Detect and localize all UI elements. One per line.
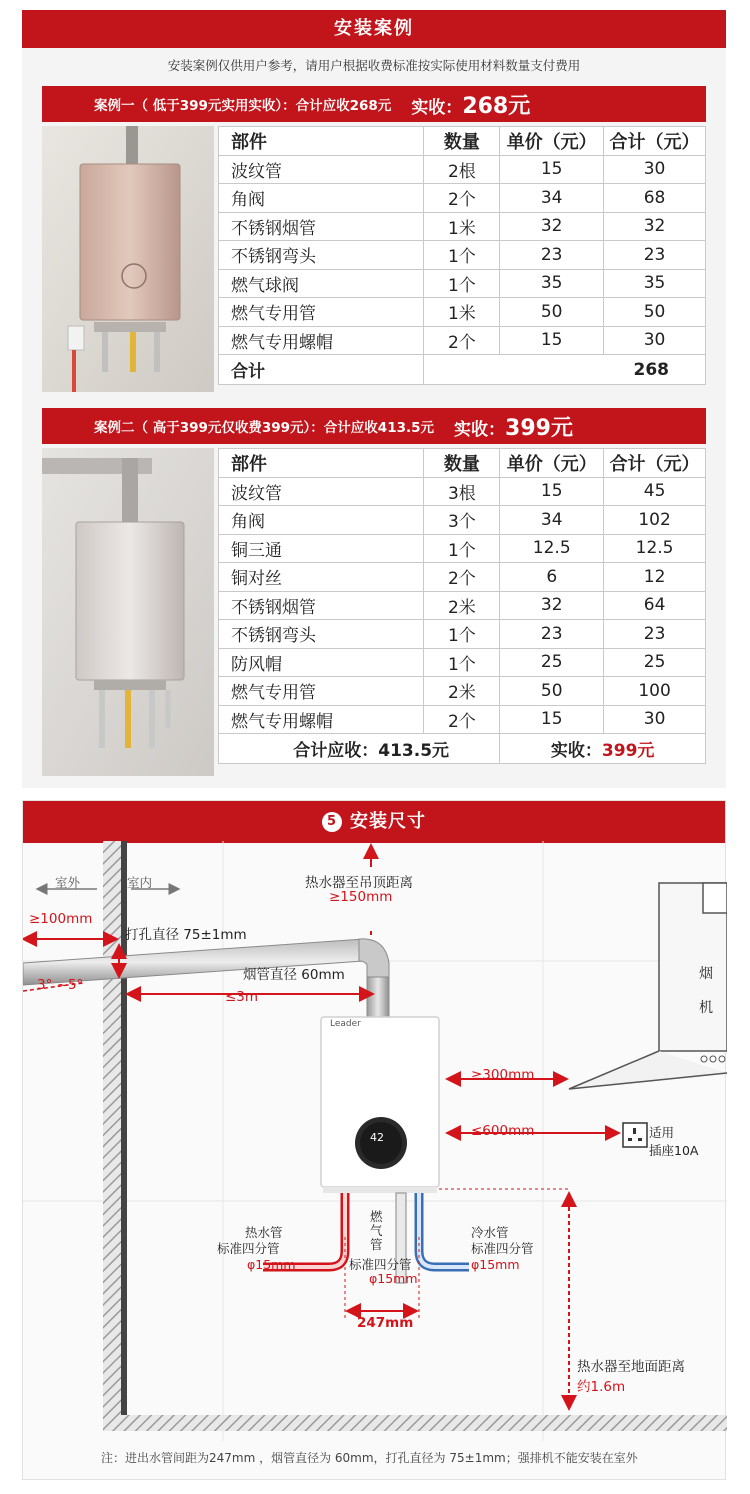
case1-actual (411, 89, 530, 120)
case1-caption: 案例一（ 低于399元实用实收）：合计应收268元 (94, 98, 392, 114)
pipe-diameter-label: 烟管直径 60mm (243, 967, 345, 983)
case1-heater-photo (42, 126, 214, 392)
cell-qty: 3根 (424, 477, 500, 506)
socket-label-1: 适用 (649, 1125, 675, 1140)
hot-pipe-name: 热水管 (245, 1225, 283, 1240)
cell-part: 不锈钢弯头 (219, 241, 424, 270)
cell-price: 32 (500, 212, 604, 241)
socket-label-2: 插座10A (649, 1143, 699, 1158)
case1-total-value: 268 (424, 355, 706, 385)
table-row (219, 677, 706, 706)
gas-pipe-char-2: 气 (370, 1223, 383, 1238)
case1-bar (42, 86, 706, 122)
case1-total-label: 合计 (219, 355, 424, 385)
table-row (219, 326, 706, 355)
floor-distance-value: 约1.6m (577, 1379, 626, 1395)
table-row (219, 591, 706, 620)
gas-pipe-spec: 标准四分管 (349, 1257, 412, 1272)
case2-receivable (219, 734, 500, 764)
hole-diameter-label: 打孔直径 75±1mm (125, 927, 247, 943)
table-row (219, 477, 706, 506)
cell-part: 燃气专用管 (219, 298, 424, 327)
wall (103, 841, 123, 1431)
cell-part: 波纹管 (219, 155, 424, 184)
case2-heater-photo (42, 448, 214, 776)
cell-qty: 1个 (424, 534, 500, 563)
cell-part: 防风帽 (219, 648, 424, 677)
cell-qty: 2根 (424, 155, 500, 184)
cell-price: 15 (500, 705, 604, 734)
cell-part: 角阀 (219, 506, 424, 535)
outdoor-label: 室外 (55, 875, 81, 890)
cell-part: 角阀 (219, 184, 424, 213)
table-row (219, 534, 706, 563)
cell-qty: 3个 (424, 506, 500, 535)
cell-qty: 1个 (424, 620, 500, 649)
cold-pipe-diameter: φ15mm (471, 1257, 520, 1272)
case2-total-row (219, 734, 706, 764)
cell-total: 35 (604, 269, 706, 298)
slope-label: 3° ~5° (37, 977, 84, 993)
cell-qty: 1个 (424, 269, 500, 298)
case1-table (218, 126, 706, 385)
water-heater (321, 1017, 439, 1193)
cell-price: 15 (500, 155, 604, 184)
cell-qty: 2个 (424, 705, 500, 734)
cell-total: 64 (604, 591, 706, 620)
cold-pipe-spec: 标准四分管 (471, 1241, 534, 1256)
cell-part: 不锈钢烟管 (219, 212, 424, 241)
socket-distance-label: ≤600mm (471, 1123, 535, 1139)
cell-total: 68 (604, 184, 706, 213)
indoor-label: 室内 (127, 875, 153, 890)
hot-pipe-diameter: φ15mm (247, 1257, 296, 1272)
cell-price: 50 (500, 298, 604, 327)
cell-price: 25 (500, 648, 604, 677)
table-row (219, 620, 706, 649)
cell-part: 燃气专用螺帽 (219, 705, 424, 734)
gas-pipe-char-3: 管 (370, 1237, 383, 1252)
case2-bar (42, 408, 706, 444)
cell-qty: 1个 (424, 648, 500, 677)
cell-qty: 1米 (424, 298, 500, 327)
table-row (219, 705, 706, 734)
table-row (219, 298, 706, 327)
table-row (219, 563, 706, 592)
col-unit-price: 单价（元） (500, 449, 604, 478)
size-title-text: 安装尺寸 (350, 811, 426, 832)
case1-actual-label: 实收： (411, 97, 463, 118)
cell-price: 12.5 (500, 534, 604, 563)
case2-actual-cell (500, 734, 706, 764)
cell-part: 铜三通 (219, 534, 424, 563)
installation-cases-panel (22, 10, 726, 788)
cell-total: 25 (604, 648, 706, 677)
cell-part: 铜对丝 (219, 563, 424, 592)
case2-receivable-label: 合计应收： (293, 741, 379, 761)
case2-table (218, 448, 706, 764)
cell-part: 波纹管 (219, 477, 424, 506)
cell-total: 50 (604, 298, 706, 327)
ceiling-distance-label: 热水器至吊顶距离 (305, 875, 413, 891)
floor-distance-label: 热水器至地面距离 (577, 1359, 685, 1375)
table-row (219, 648, 706, 677)
range-hood (569, 883, 727, 1089)
table-row (219, 241, 706, 270)
cases-title: 安装案例 (22, 10, 726, 48)
table-row (219, 184, 706, 213)
cold-water-pipe (419, 1193, 469, 1267)
pipe-spacing-label: 247mm (357, 1315, 414, 1331)
cell-part: 燃气球阀 (219, 269, 424, 298)
flue-elbow (359, 939, 389, 981)
ceiling-distance-value: ≥150mm (329, 889, 393, 905)
cell-part: 不锈钢弯头 (219, 620, 424, 649)
case2-photo (42, 448, 214, 776)
cell-qty: 1米 (424, 212, 500, 241)
cell-part: 燃气专用管 (219, 677, 424, 706)
cell-total: 23 (604, 241, 706, 270)
case1-header-row (219, 127, 706, 156)
cell-part: 不锈钢烟管 (219, 591, 424, 620)
case2-receivable-value: 413.5元 (378, 741, 450, 761)
case2-actual-amount: 399元 (505, 415, 573, 441)
cases-note: 安装案例仅供用户参考，请用户根据收费标准按实际使用材料数量支付费用 (167, 58, 581, 73)
cell-total: 12.5 (604, 534, 706, 563)
cell-total: 100 (604, 677, 706, 706)
case1-actual-amount: 268元 (462, 93, 531, 119)
cell-qty: 2个 (424, 184, 500, 213)
gas-pipe-diameter: φ15mm (369, 1271, 418, 1286)
cell-total: 102 (604, 506, 706, 535)
table-row (219, 212, 706, 241)
cell-total: 12 (604, 563, 706, 592)
cell-qty: 1个 (424, 241, 500, 270)
case2-actual-label: 实收： (454, 419, 506, 440)
table-row (219, 506, 706, 535)
cell-price: 15 (500, 326, 604, 355)
cell-price: 50 (500, 677, 604, 706)
table-row (219, 155, 706, 184)
cell-total: 30 (604, 326, 706, 355)
cold-pipe-name: 冷水管 (471, 1225, 509, 1240)
cell-price: 23 (500, 620, 604, 649)
floor (103, 1415, 727, 1431)
case2-actual-value2: 399元 (601, 741, 655, 761)
installation-size-panel (22, 800, 726, 1480)
cell-price: 35 (500, 269, 604, 298)
heater-display: 42 (370, 1131, 384, 1144)
col-qty: 数量 (424, 127, 500, 156)
cell-total: 45 (604, 477, 706, 506)
col-subtotal: 合计（元） (604, 449, 706, 478)
hood-text-1: 烟 (699, 966, 713, 982)
size-title (23, 801, 725, 843)
flue-vertical (367, 977, 389, 1017)
socket-icon (623, 1123, 647, 1147)
brand-logo: Leader (330, 1019, 361, 1029)
cell-part: 燃气专用螺帽 (219, 326, 424, 355)
cell-qty: 2个 (424, 326, 500, 355)
case2-caption: 案例二（ 高于399元仅收费399元）：合计应收413.5元 (94, 420, 435, 436)
cell-price: 34 (500, 184, 604, 213)
col-qty: 数量 (424, 449, 500, 478)
cell-price: 15 (500, 477, 604, 506)
cell-price: 32 (500, 591, 604, 620)
wall-clearance-label: ≥100mm (29, 911, 93, 927)
case1-photo (42, 126, 214, 392)
col-part: 部件 (219, 449, 424, 478)
hood-clearance-label: ≥300mm (471, 1067, 535, 1083)
size-footnote: 注：进出水管间距为247mm ，烟管直径为 60mm，打孔直径为 75±1mm；强排机不能安装在室外 (101, 1451, 638, 1465)
case1-total-row (219, 355, 706, 385)
col-unit-price: 单价（元） (500, 127, 604, 156)
cell-price: 23 (500, 241, 604, 270)
cell-total: 30 (604, 705, 706, 734)
cell-total: 32 (604, 212, 706, 241)
hot-pipe-spec: 标准四分管 (217, 1241, 280, 1256)
col-part: 部件 (219, 127, 424, 156)
gas-pipe-char-1: 燃 (370, 1209, 383, 1224)
cell-price: 34 (500, 506, 604, 535)
pipe-length-label: ≤3m (225, 989, 259, 1005)
cell-price: 6 (500, 563, 604, 592)
case2-actual (454, 411, 573, 442)
case2-header-row (219, 449, 706, 478)
section-number-badge: 5 (322, 812, 342, 832)
case2-actual-label2: 实收： (550, 741, 602, 761)
hood-text-2: 机 (699, 1000, 713, 1016)
cell-qty: 2米 (424, 591, 500, 620)
cell-total: 30 (604, 155, 706, 184)
cell-qty: 2米 (424, 677, 500, 706)
cell-total: 23 (604, 620, 706, 649)
table-row (219, 269, 706, 298)
col-subtotal: 合计（元） (604, 127, 706, 156)
cell-qty: 2个 (424, 563, 500, 592)
